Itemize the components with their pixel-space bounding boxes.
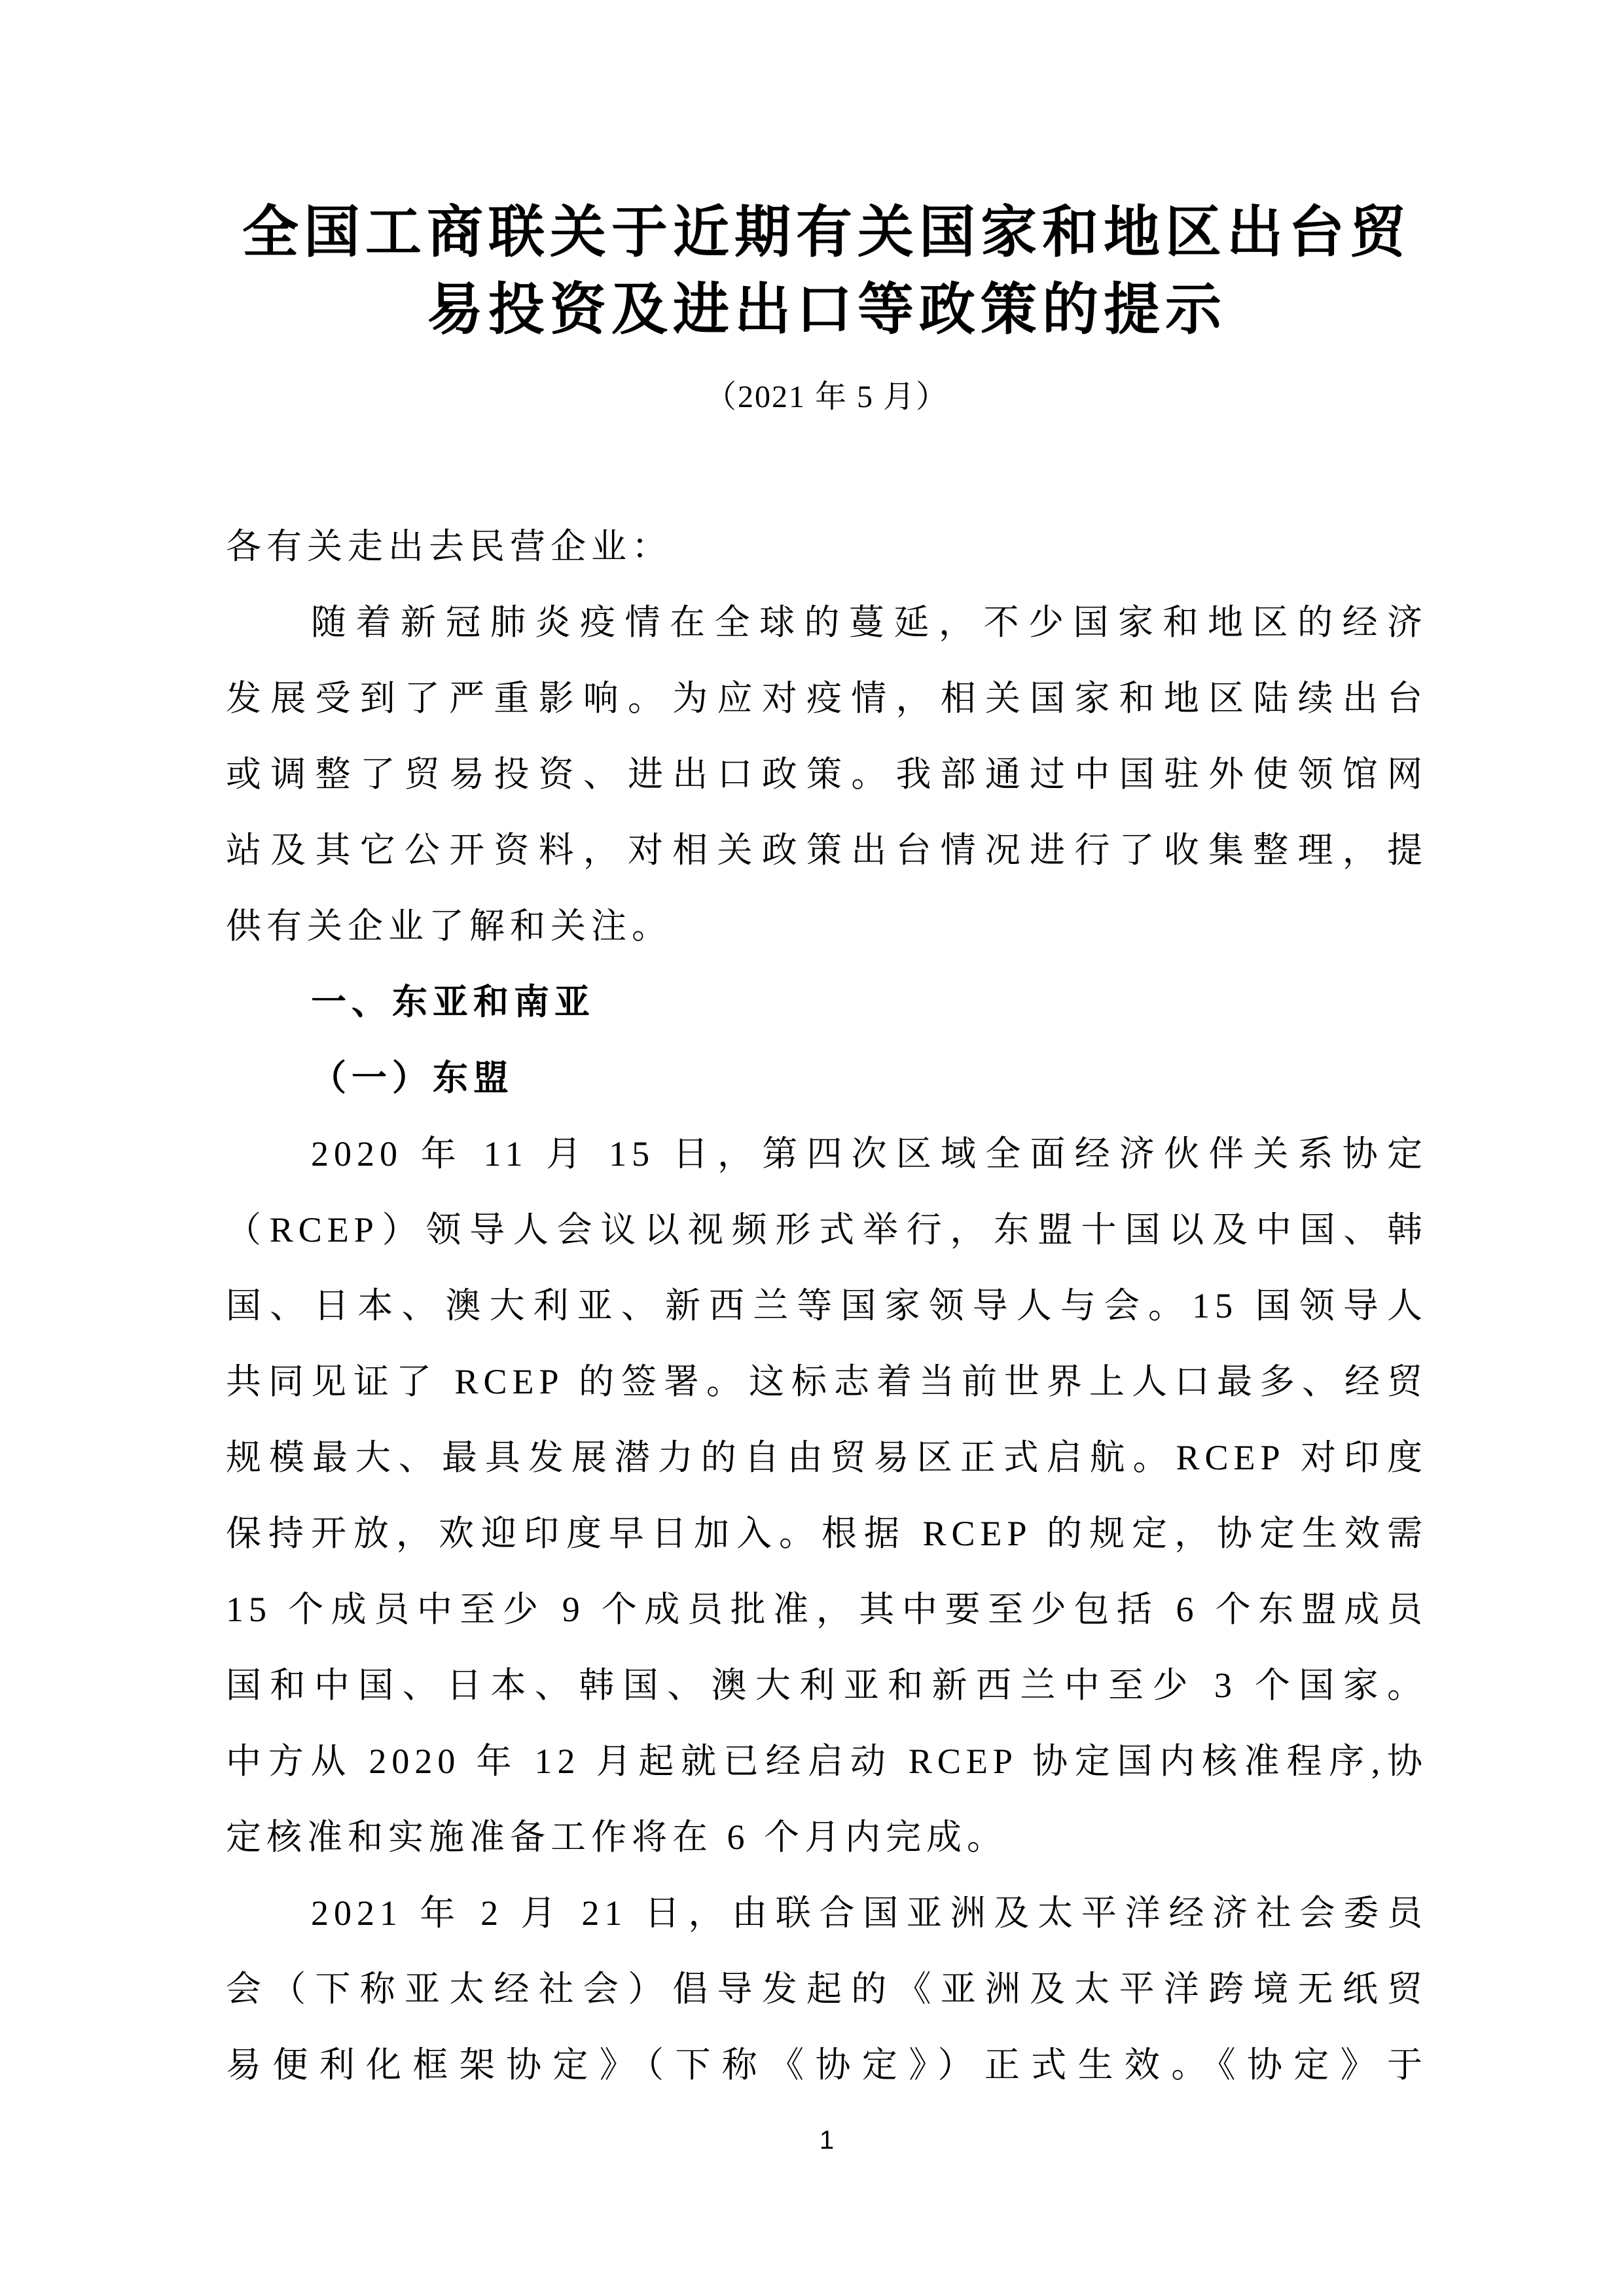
document-title xyxy=(226,194,1428,348)
section-heading: 一、东亚和南亚 xyxy=(311,982,595,1022)
body-line: 各有关走出去民营企业： xyxy=(226,527,672,566)
body-line: 定核准和实施准备工作将在 6 个月内完成。 xyxy=(226,1818,1007,1857)
document-title-line1: 全国工商联关于近期有关国家和地区出台贸 xyxy=(242,201,1411,264)
body-line: 随着新冠肺炎疫情在全球的蔓延，不少国家和地区的经济 xyxy=(311,603,1428,642)
body-line: 保持开放，欢迎印度早日加入。根据 RCEP 的规定，协定生效需 xyxy=(226,1514,1428,1553)
body-line: 国和中国、日本、韩国、澳大利亚和新西兰中至少 3 个国家。 xyxy=(226,1666,1428,1705)
body-line: 15 个成员中至少 9 个成员批准，其中要至少包括 6 个东盟成员 xyxy=(226,1590,1428,1629)
body-line: 站及其它公开资料，对相关政策出台情况进行了收集整理，提 xyxy=(226,831,1428,870)
body-line: 供有关企业了解和关注。 xyxy=(226,906,672,946)
subsection-heading: （一）东盟 xyxy=(311,1058,514,1098)
body-line: 发展受到了严重影响。为应对疫情，相关国家和地区陆续出台 xyxy=(226,679,1428,718)
body-line: 规模最大、最具发展潜力的自由贸易区正式启航。RCEP 对印度 xyxy=(226,1438,1428,1477)
body-line: 会（下称亚太经社会）倡导发起的《亚洲及太平洋跨境无纸贸 xyxy=(226,1969,1428,2009)
body-line: 易便利化框架协定》（下称《协定》）正式生效。《协定》于 xyxy=(226,2045,1428,2085)
document-body xyxy=(226,509,1428,2103)
body-line: 2021 年 2 月 21 日，由联合国亚洲及太平洋经济社会委员 xyxy=(311,1893,1428,1933)
body-line: 中方从 2020 年 12 月起就已经启动 RCEP 协定国内核准程序,协 xyxy=(226,1742,1428,1781)
body-line: 2020 年 11 月 15 日，第四次区域全面经济伙伴关系协定 xyxy=(311,1134,1428,1174)
document-title-line2: 易投资及进出口等政策的提示 xyxy=(427,278,1227,341)
body-line: 国、日本、澳大利亚、新西兰等国家领导人与会。15 国领导人 xyxy=(226,1286,1428,1325)
body-line: （RCEP）领导人会议以视频形式举行，东盟十国以及中国、韩 xyxy=(226,1210,1428,1249)
body-line: 或调整了贸易投资、进出口政策。我部通过中国驻外使领馆网 xyxy=(226,755,1428,794)
body-line: 共同见证了 RCEP 的签署。这标志着当前世界上人口最多、经贸 xyxy=(226,1362,1428,1401)
document-subtitle: （2021 年 5 月） xyxy=(704,380,948,414)
page-number: 1 xyxy=(819,2126,835,2155)
